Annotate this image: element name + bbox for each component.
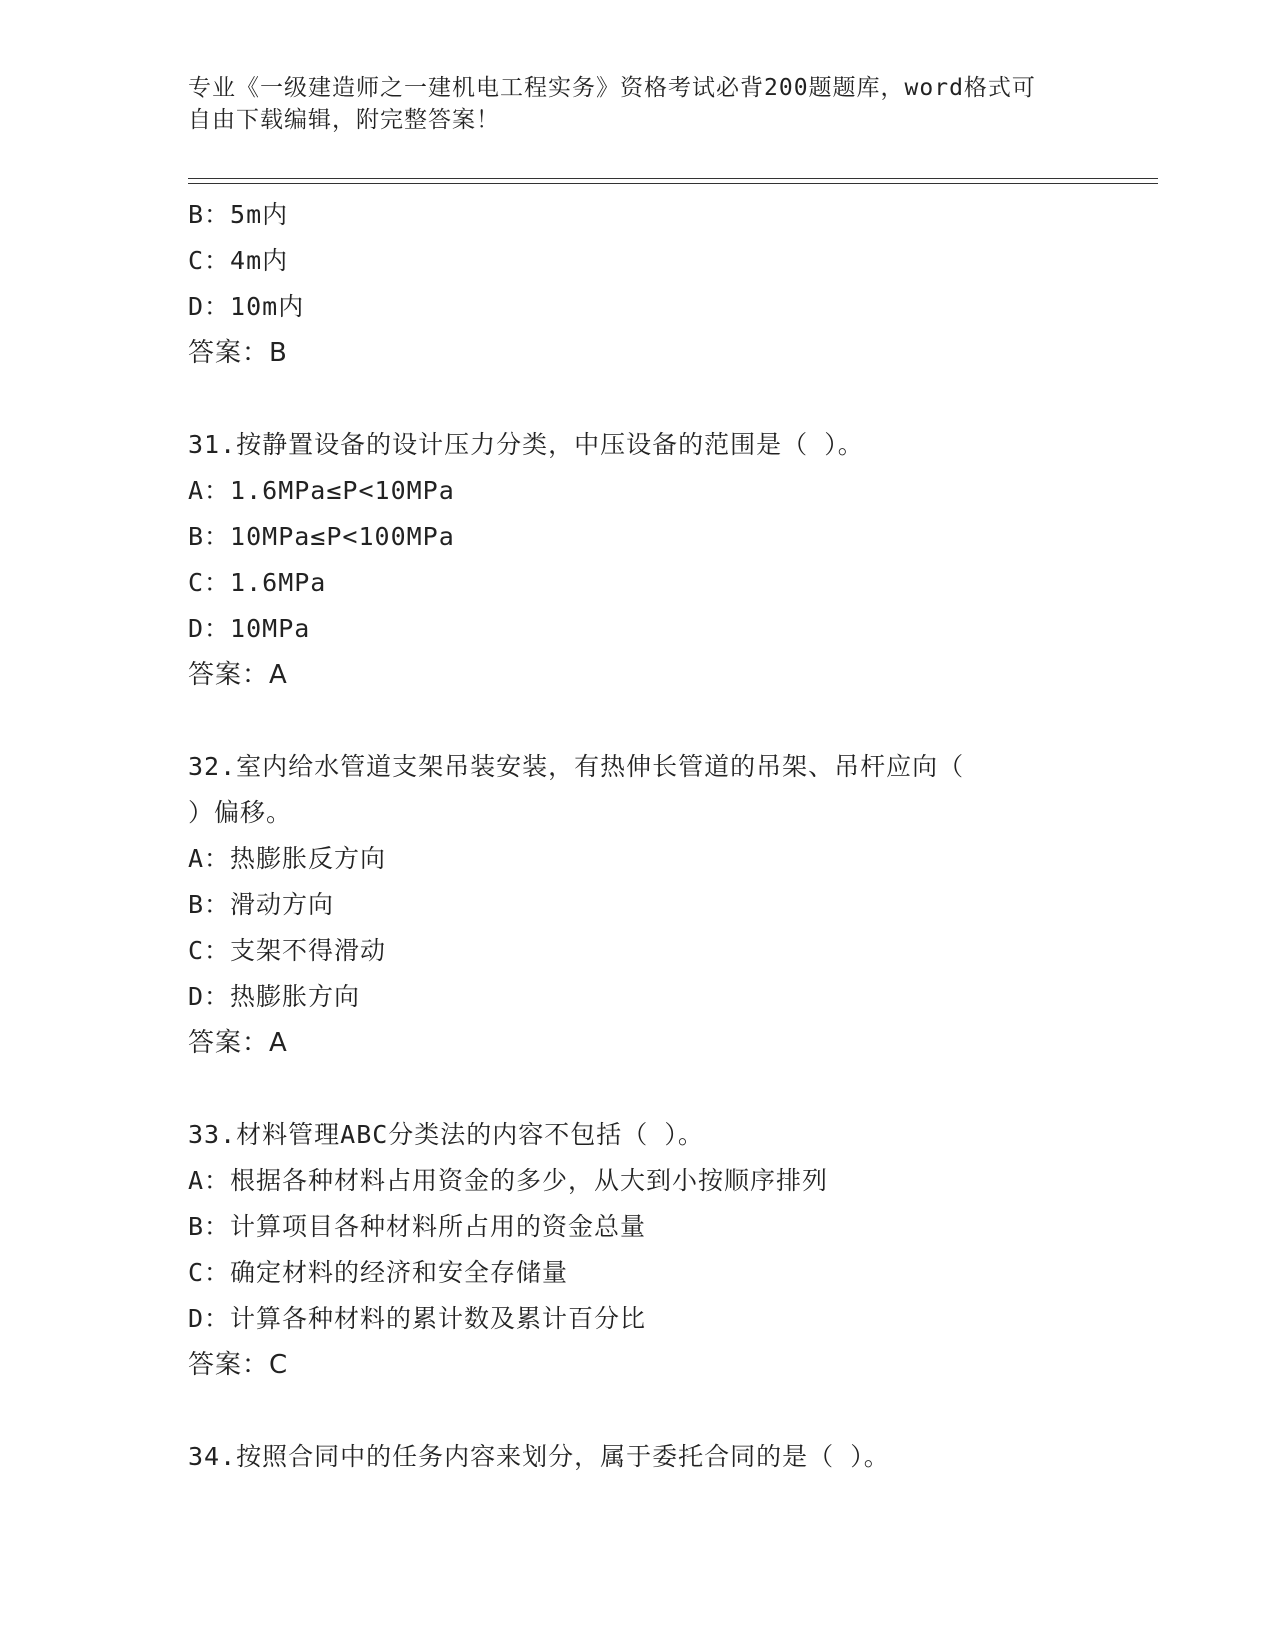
answer-line: 答案：A (188, 660, 288, 690)
header-line-1: 专业《一级建造师之一建机电工程实务》资格考试必背200题题库，word格式可 (188, 75, 1036, 101)
question-text: 33.材料管理ABC分类法的内容不包括（ ）。 (188, 1120, 704, 1149)
question-block-33 (188, 1112, 1188, 1388)
option-c: C：确定材料的经济和安全存储量 (188, 1258, 569, 1287)
option-a: A：根据各种材料占用资金的多少，从大到小按顺序排列 (188, 1166, 829, 1195)
option-d: D：计算各种材料的累计数及累计百分比 (188, 1304, 647, 1333)
question-text-line-2: ）偏移。 (188, 798, 293, 827)
question-list (188, 192, 1188, 1480)
question-block-34 (188, 1434, 1188, 1480)
option-a: A：1.6MPa≤P<10MPa (188, 476, 455, 505)
option-c: C：支架不得滑动 (188, 936, 387, 965)
header-divider-bottom (188, 183, 1158, 184)
question-block-30 (188, 192, 1188, 376)
option-d: D：热膨胀方向 (188, 982, 361, 1011)
option-b: B：10MPa≤P<100MPa (188, 522, 455, 551)
question-text: 31.按静置设备的设计压力分类，中压设备的范围是（ ）。 (188, 430, 864, 459)
option-d: D：10MPa (188, 614, 311, 643)
option-d: D：10m内 (188, 292, 305, 321)
answer-line: 答案：A (188, 1028, 288, 1058)
question-text: 34.按照合同中的任务内容来划分，属于委托合同的是（ ）。 (188, 1442, 890, 1471)
option-c: C：1.6MPa (188, 568, 327, 597)
header-line-2: 自由下载编辑，附完整答案！ (188, 107, 500, 133)
option-c: C：4m内 (188, 246, 289, 275)
option-b: B：5m内 (188, 200, 289, 229)
document-header (188, 72, 1068, 136)
question-block-31 (188, 422, 1188, 698)
question-block-32 (188, 744, 1188, 1066)
option-b: B：滑动方向 (188, 890, 335, 919)
answer-line: 答案：C (188, 1350, 289, 1380)
question-text-line-1: 32.室内给水管道支架吊装安装，有热伸长管道的吊架、吊杆应向（ (188, 752, 965, 781)
option-a: A：热膨胀反方向 (188, 844, 387, 873)
answer-line: 答案：B (188, 338, 288, 368)
option-b: B：计算项目各种材料所占用的资金总量 (188, 1212, 647, 1241)
header-divider-top (188, 178, 1158, 179)
